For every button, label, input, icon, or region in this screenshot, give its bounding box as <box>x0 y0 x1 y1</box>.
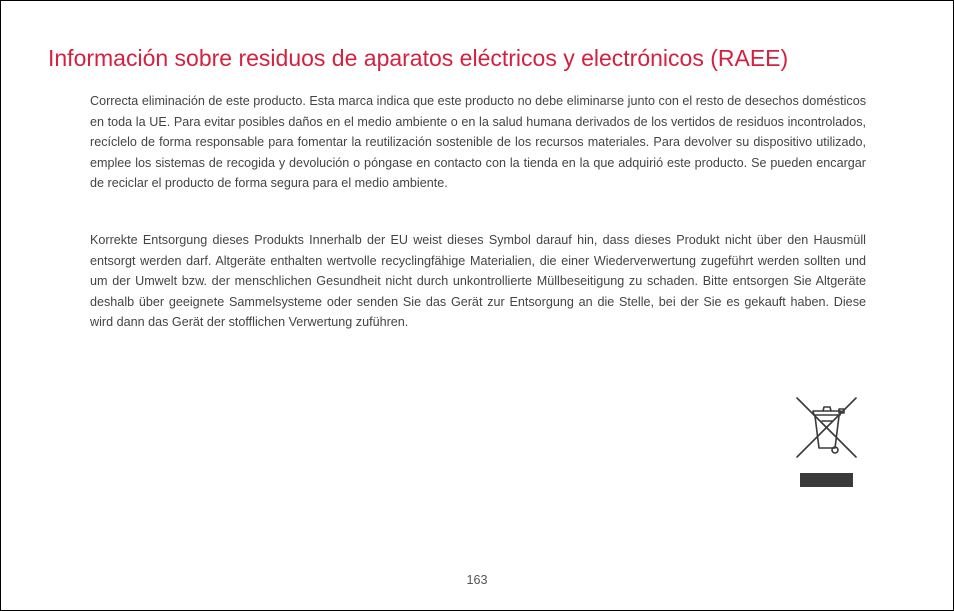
german-disposal-paragraph: Korrekte Entsorgung dieses Produkts Innerhalb der EU weist dieses Symbol darauf hin, dass dieses Produkt nicht über den Hausmüll entsorgt werden darf. Altgeräte enthalten wertvolle recyclingfähige Materialien, die einer Wiederverwertung zugeführt werden sollten und um der Umwelt bzw. der menschlichen Gesundheit nicht durch unkontrollierte Müllbeseitigung zu schaden. Bitte entsorgen Sie Altgeräte deshalb über geeignete Sammelsysteme oder senden Sie das Gerät zur Entsorgung an die Stelle, bei der Sie es gekauft haben. Diese wird dann das Gerät der stofflichen Verwertung zuführen. <box>90 233 866 329</box>
solid-bar <box>800 473 853 487</box>
page-title: Información sobre residuos de aparatos eléctricos y electrónicos (RAEE) <box>48 45 789 71</box>
page-number: 163 <box>466 573 488 587</box>
spanish-disposal-paragraph: Correcta eliminación de este producto. Esta marca indica que este producto no debe eliminarse junto con el resto de desechos domésticos en toda la UE. Para evitar posibles daños en el medio ambiente o en la salud humana derivados de los vertidos de residuos incontrolados, recíclelo de forma responsable para fomentar la reutilización sostenible de los recursos materiales. Para devolver su dispositivo utilizado, emplee los sistemas de recogida y devolución o póngase en contacto con la tienda en la que adquirió este producto. Se pueden encargar de reciclar el producto de forma segura para el medio ambiente. <box>90 94 866 190</box>
crossed-out-wheelie-bin-icon <box>794 396 860 492</box>
